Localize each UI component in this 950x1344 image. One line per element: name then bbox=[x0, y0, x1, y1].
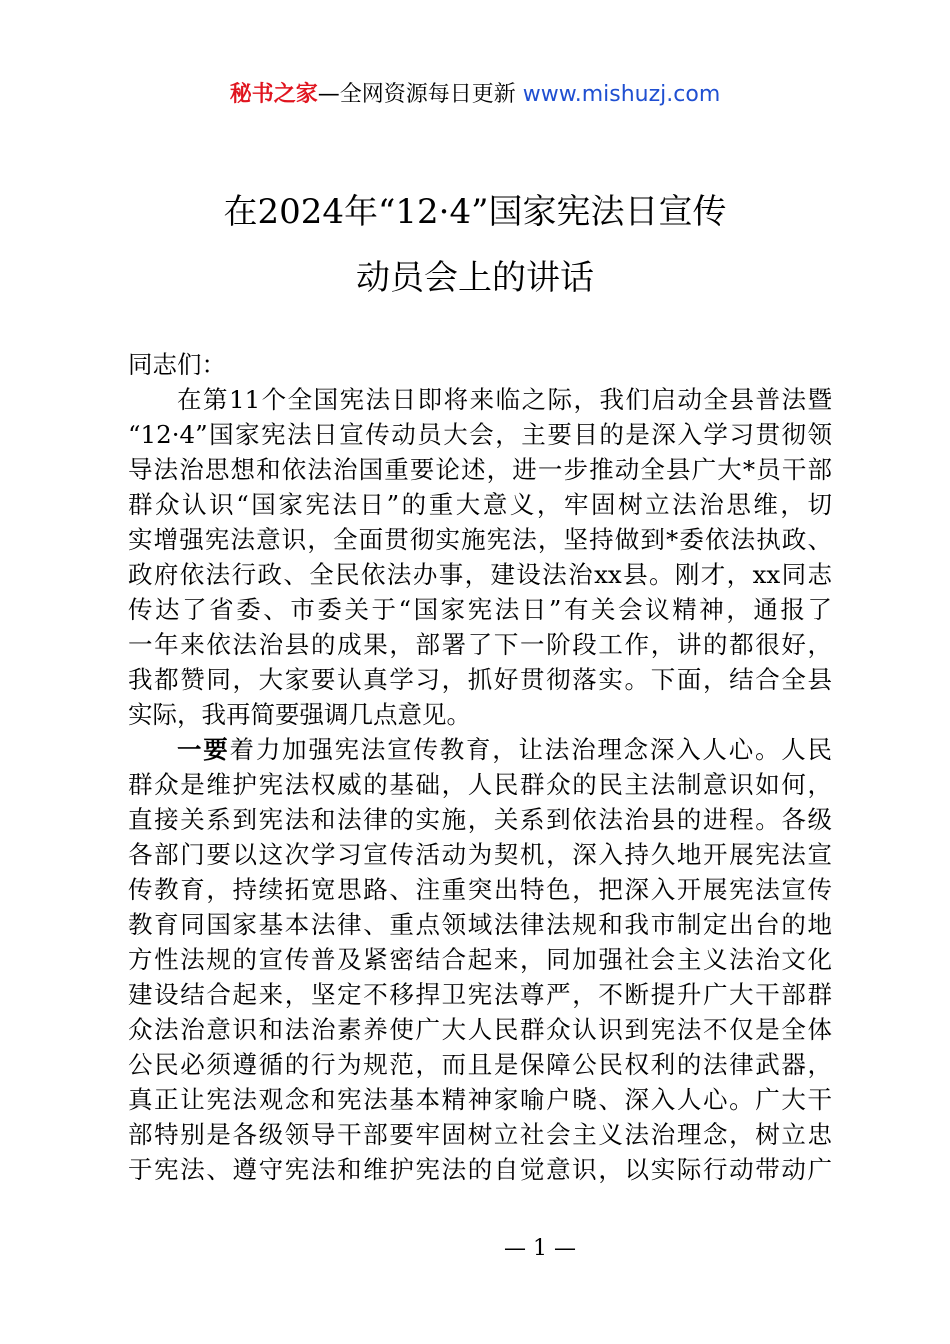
paragraph-2-line: 众法治意识和法治素养使广大人民群众认识到宪法不仅是全体 bbox=[128, 1015, 832, 1044]
document-body bbox=[128, 347, 832, 1187]
site-url-link[interactable]: www.mishuzj.com bbox=[522, 82, 721, 107]
paragraph-1-line: 导法治思想和依法治国重要论述，进一步推动全县广大*员干部 bbox=[128, 455, 832, 484]
salutation: 同志们： bbox=[128, 350, 226, 379]
paragraph-2-first-line bbox=[128, 732, 832, 767]
point-lead: 一要 bbox=[177, 735, 230, 764]
document-title-line-2: 动员会上的讲话 bbox=[356, 258, 594, 298]
brand-name: 秘书之家 bbox=[229, 82, 318, 107]
paragraph-2-line: 直接关系到宪法和法律的实施，关系到依法治县的进程。各级 bbox=[128, 805, 832, 834]
paragraph-2-line: 群众是维护宪法权威的基础，人民群众的民主法制意识如何， bbox=[128, 770, 832, 799]
paragraph-2-line: 传教育，持续拓宽思路、注重突出特色，把深入开展宪法宣传 bbox=[128, 875, 832, 904]
paragraph-1-line: 在第11个全国宪法日即将来临之际，我们启动全县普法暨 bbox=[177, 385, 832, 414]
paragraph-1-line: 传达了省委、市委关于“国家宪法日”有关会议精神，通报了 bbox=[128, 595, 832, 624]
paragraph-1-line: 实增强宪法意识，全面贯彻实施宪法，坚持做到*委依法执政、 bbox=[128, 525, 832, 554]
site-header bbox=[0, 78, 950, 112]
paragraph-1-line: 政府依法行政、全民依法办事，建设法治xx县。刚才，xx同志 bbox=[128, 560, 832, 589]
paragraph-1-line: “12·4”国家宪法日宣传动员大会，主要目的是深入学习贯彻领 bbox=[128, 420, 832, 449]
header-tagline: —全网资源每日更新 bbox=[317, 82, 523, 107]
paragraph-2-line: 于宪法、遵守宪法和维护宪法的自觉意识，以实际行动带动广 bbox=[128, 1155, 832, 1184]
paragraph-2-line: 教育同国家基本法律、重点领域法律法规和我市制定出台的地 bbox=[128, 910, 832, 939]
document-title-line-1: 在2024年“12·4”国家宪法日宣传 bbox=[223, 192, 727, 232]
paragraph-1-line: 实际，我再简要强调几点意见。 bbox=[128, 700, 471, 729]
paragraph-2-line: 公民必须遵循的行为规范，而且是保障公民权利的法律武器， bbox=[128, 1050, 832, 1079]
paragraph-2-line: 部特别是各级领导干部要牢固树立社会主义法治理念，树立忠 bbox=[128, 1120, 832, 1149]
paragraph-2-line: 着力加强宪法宣传教育，让法治理念深入人心。人民 bbox=[229, 735, 833, 764]
paragraph-1-line: 一年来依法治县的成果，部署了下一阶段工作，讲的都很好， bbox=[128, 630, 832, 659]
paragraph-2-line: 方性法规的宣传普及紧密结合起来，同加强社会主义法治文化 bbox=[128, 945, 832, 974]
paragraph-1-line: 群众认识“国家宪法日”的重大意义，牢固树立法治思维，切 bbox=[128, 490, 832, 519]
paragraph-1-line: 我都赞同，大家要认真学习，抓好贯彻落实。下面，结合全县 bbox=[128, 665, 832, 694]
paragraph-2-line: 真正让宪法观念和宪法基本精神家喻户晓、深入人心。广大干 bbox=[128, 1085, 832, 1114]
page-number: — 1 — bbox=[504, 1236, 576, 1261]
paragraph-2-line: 建设结合起来，坚定不移捍卫宪法尊严，不断提升广大干部群 bbox=[128, 980, 832, 1009]
paragraph-2-line: 各部门要以这次学习宣传活动为契机，深入持久地开展宪法宣 bbox=[128, 840, 832, 869]
